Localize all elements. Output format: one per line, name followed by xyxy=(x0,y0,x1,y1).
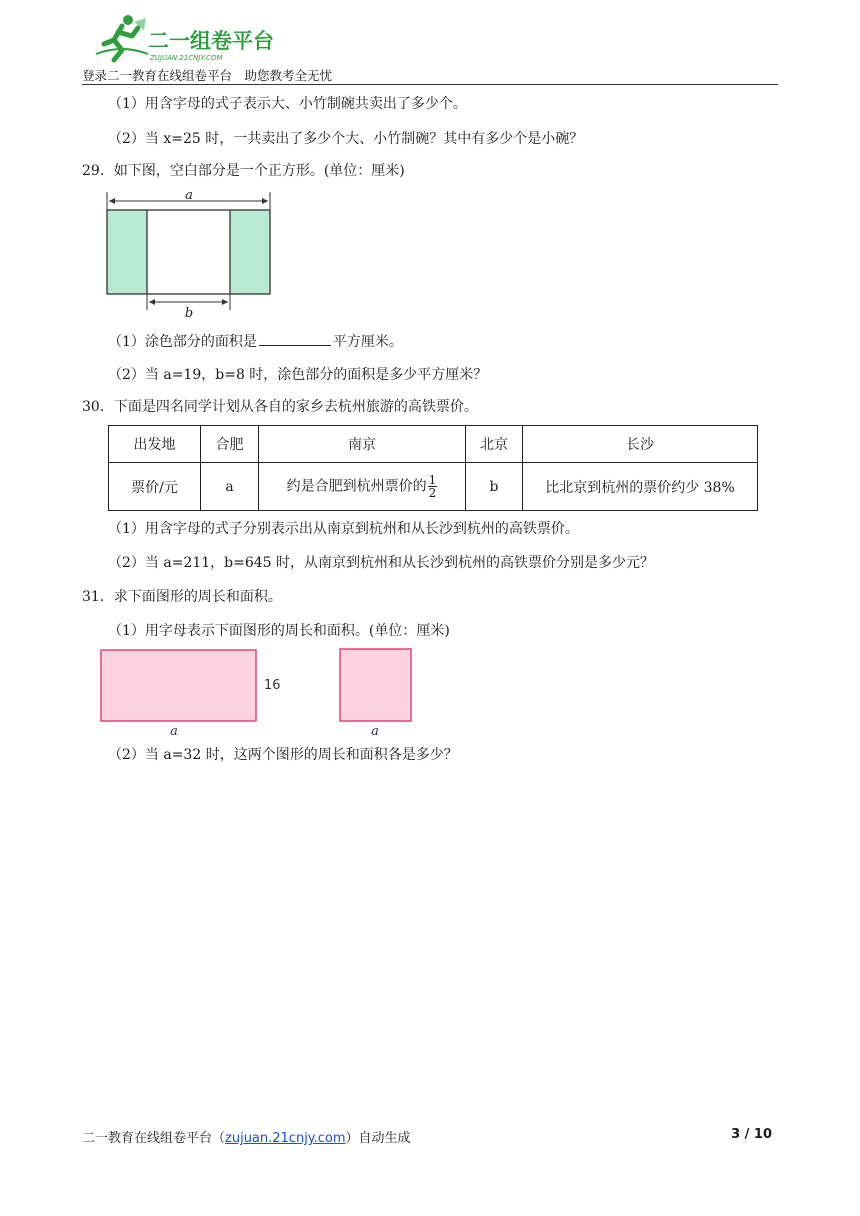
footer-link[interactable]: zujuan.21cnjy.com xyxy=(225,1131,346,1146)
q29-figure xyxy=(100,188,280,318)
q29-part1-prefix: （1）涂色部分的面积是 xyxy=(108,334,257,350)
fraction-half xyxy=(428,474,438,499)
label-a: a xyxy=(185,188,193,203)
table-row xyxy=(109,463,758,511)
table-cell: 比北京到杭州的票价约少 38% xyxy=(523,463,758,511)
shaded-left xyxy=(107,210,147,294)
answer-blank xyxy=(259,331,331,346)
table-cell: b xyxy=(466,463,523,511)
square-side-label: a xyxy=(371,724,379,739)
q31-figures xyxy=(96,644,426,740)
header-divider xyxy=(82,84,778,85)
rect-width-label: a xyxy=(170,724,178,739)
q30-part1: （1）用含字母的式子分别表示出从南京到杭州和从长沙到杭州的高铁票价。 xyxy=(108,521,579,537)
pink-square xyxy=(340,649,411,721)
header-tagline: 登录二一教育在线组卷平台 助您教考全无忧 xyxy=(82,68,333,83)
rect-height-label: 16 xyxy=(264,678,281,693)
nanjing-text: 约是合肥到杭州票价的 xyxy=(286,478,427,495)
footer-suffix: ）自动生成 xyxy=(345,1131,411,1146)
q28-part1: （1）用含字母的式子表示大、小竹制碗共卖出了多少个。 xyxy=(108,96,467,112)
table-cell: 出发地 xyxy=(109,426,201,463)
platform-logo xyxy=(92,14,282,68)
table-cell: 南京 xyxy=(259,426,466,463)
q31-stem: 31．求下面图形的周长和面积。 xyxy=(82,589,282,605)
fraction-denominator: 2 xyxy=(428,486,437,500)
table-cell: 票价/元 xyxy=(109,463,201,511)
footer-prefix: 二一教育在线组卷平台（ xyxy=(82,1131,226,1146)
pink-rectangle xyxy=(101,650,256,721)
table-cell xyxy=(259,463,466,511)
q29-part2: （2）当 a=19，b=8 时，涂色部分的面积是多少平方厘米？ xyxy=(108,367,488,383)
table-cell: a xyxy=(201,463,259,511)
fraction-numerator: 1 xyxy=(428,473,437,487)
q29-part1-suffix: 平方厘米。 xyxy=(332,334,403,350)
runner-logo-icon xyxy=(92,14,282,68)
fare-table xyxy=(108,425,758,511)
table-header-row xyxy=(109,426,758,463)
footer-text xyxy=(82,1127,411,1146)
q29-stem: 29．如下图，空白部分是一个正方形。(单位：厘米) xyxy=(82,163,405,179)
logo-subtext: ZUJUAN.21CNJY.COM xyxy=(150,54,223,62)
q28-part2: （2）当 x=25 时，一共卖出了多少个大、小竹制碗？其中有多少个是小碗？ xyxy=(108,131,584,147)
table-cell: 长沙 xyxy=(523,426,758,463)
label-b: b xyxy=(184,306,194,318)
table-cell: 合肥 xyxy=(201,426,259,463)
logo-text: 二一组卷平台 xyxy=(148,29,274,53)
shaded-right xyxy=(230,210,270,294)
page-number: 3 / 10 xyxy=(731,1127,772,1142)
q30-part2: （2）当 a=211，b=645 时，从南京到杭州和从长沙到杭州的高铁票价分别是多少元？ xyxy=(108,555,655,571)
q30-stem: 30．下面是四名同学计划从各自的家乡去杭州旅游的高铁票价。 xyxy=(82,399,478,415)
table-cell: 北京 xyxy=(466,426,523,463)
q31-part2: （2）当 a=32 时，这两个图形的周长和面积各是多少？ xyxy=(108,747,458,763)
q29-part1 xyxy=(108,331,403,351)
q31-part1: （1）用字母表示下面图形的周长和面积。(单位：厘米) xyxy=(108,623,450,639)
